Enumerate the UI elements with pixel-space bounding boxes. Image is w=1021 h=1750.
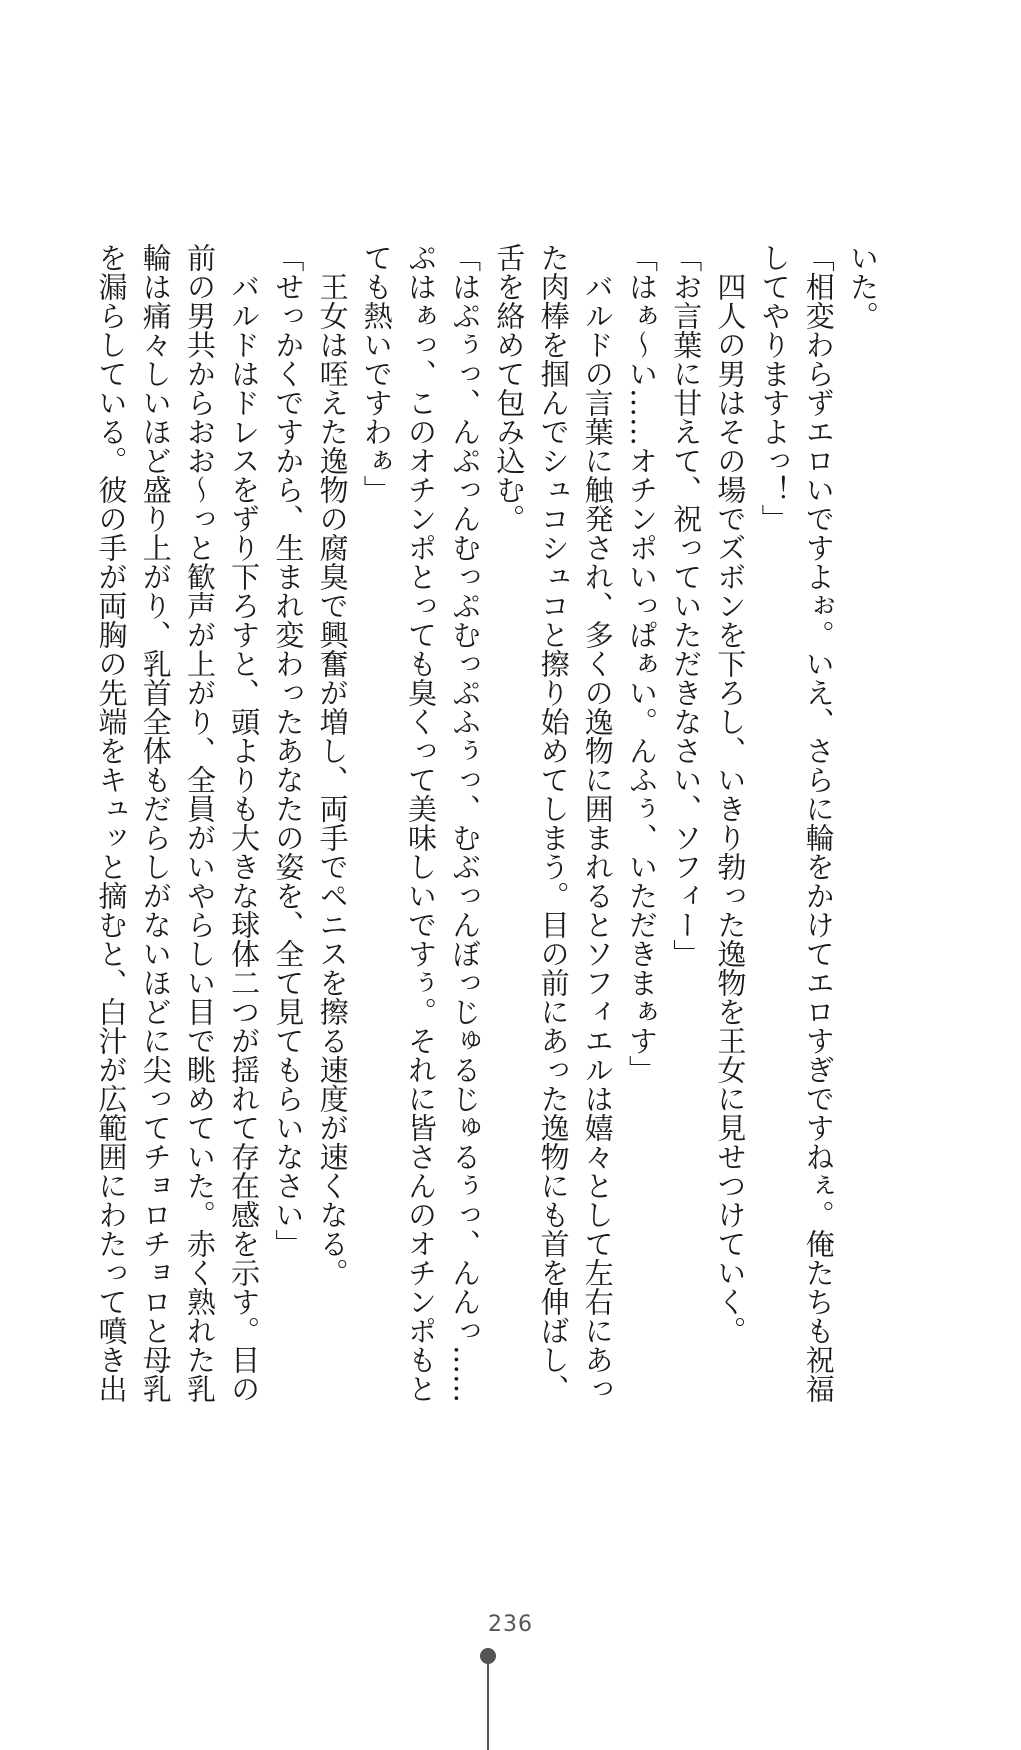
text-line: いた。 [846,243,880,330]
text-line: 「相変わらずエロいですよぉ。いえ、さらに輪をかけてエロすぎですねぇ。俺たちも祝福 [801,243,836,1403]
footer-line-ornament [487,1662,489,1750]
text-line: を漏らしている。彼の手が両胸の先端をキュッと摘むと、白汁が広範囲にわたって噴き出 [95,243,129,1403]
text-line: 「お言葉に甘えて、祝っていただきなさい、ソフィー」 [669,243,704,968]
text-line: 舌を絡めて包み込む。 [492,243,527,533]
text-line: 「はぁ～い……オチンポいっぱぁい。んふぅ、いただきまぁす」 [624,243,659,1084]
text-line: 輪は痛々しいほど盛り上がり、乳首全体もだらしがないほどに尖ってチョロチョロと母乳 [138,243,173,1403]
text-line: た肉棒を掴んでシュコシュコと擦り始めてしまう。目の前にあった逸物にも首を伸ばし、 [536,243,571,1403]
text-line: 「はぷぅっ、んぷっんむっぷむっぷふぅっ、むぶっんぼっじゅるじゅるぅっ、んんっ…… [448,243,483,1403]
text-line: バルドはドレスをずり下ろすと、頭よりも大きな球体二つが揺れて存在感を示す。目の [227,243,262,1403]
text-line: してやりますよっ！」 [757,243,792,533]
text-line: バルドの言葉に触発され、多くの逸物に囲まれるとソフィエルは嬉々として左右にあっ [580,243,615,1403]
text-line: 四人の男はその場でズボンを下ろし、いきり勃った逸物を王女に見せつけていく。 [713,243,748,1345]
text-line: ぷはぁっ、このオチンポとっても臭くって美味しいですぅ。それに皆さんのオチンポもと [403,243,438,1403]
text-line: 「せっかくですから、生まれ変わったあなたの姿を、全て見てもらいなさい」 [271,243,306,1258]
text-line: 王女は咥えた逸物の腐臭で興奮が増し、両手でペニスを擦る速度が速くなる。 [315,243,350,1287]
page-number: 236 [488,1612,533,1637]
text-line: 前の男共からおお～っと歓声が上がり、全員がいやらしい目で眺めていた。赤く熟れた乳 [182,243,217,1403]
text-line: ても熱いですわぁ」 [359,243,394,504]
vertical-body-text [95,243,885,1453]
